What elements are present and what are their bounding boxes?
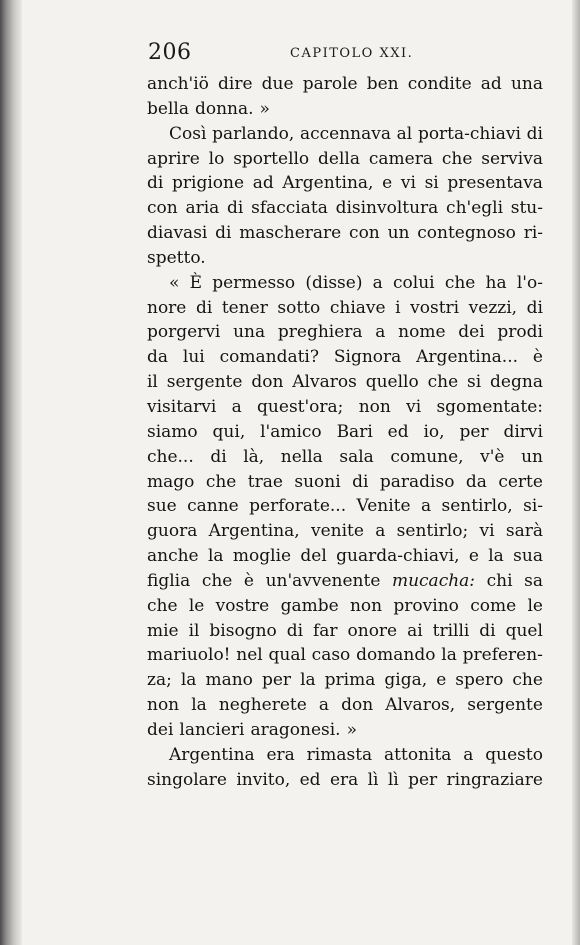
- text-line: [147, 643, 543, 668]
- word: bella: [147, 98, 189, 119]
- binding-gutter: [0, 0, 22, 945]
- word: ri-: [523, 223, 543, 244]
- word: da: [147, 347, 169, 368]
- text-line: [147, 619, 543, 644]
- word: ch'egli: [446, 198, 504, 219]
- word: preghiera: [277, 322, 363, 343]
- word: un'avvenente: [265, 570, 381, 591]
- word: con: [147, 198, 178, 219]
- text-line: [147, 693, 543, 718]
- word: qual: [268, 645, 306, 666]
- word: che: [201, 570, 233, 591]
- word: aprire: [147, 148, 200, 169]
- word: dei: [458, 322, 485, 343]
- word: per: [261, 670, 292, 691]
- word: invito,: [236, 769, 291, 790]
- word: lì: [367, 769, 379, 790]
- word: gambe: [280, 595, 339, 616]
- word: di: [227, 198, 244, 219]
- word: porta-chiavi: [417, 123, 521, 144]
- word: le: [527, 595, 543, 616]
- word: mago: [147, 471, 195, 492]
- text-line: [147, 569, 543, 594]
- word: là,: [243, 446, 265, 467]
- word: perforate...: [249, 496, 347, 517]
- text-line: [147, 445, 543, 470]
- word: «: [169, 272, 180, 293]
- word: domando: [356, 645, 436, 666]
- word: Argentina: [169, 744, 255, 765]
- word: Alvaros: [292, 372, 357, 393]
- word: presentava: [447, 173, 543, 194]
- word: di: [479, 620, 496, 641]
- word: don: [251, 372, 284, 393]
- word: ad: [252, 173, 274, 194]
- word: È: [189, 272, 203, 293]
- word: singolare: [147, 769, 227, 790]
- word: qui,: [212, 421, 246, 442]
- word: sergente: [166, 372, 243, 393]
- text-line: [147, 743, 543, 768]
- word: ai: [407, 620, 423, 641]
- word: sarà: [505, 521, 543, 542]
- running-title: CAPITOLO XXI.: [290, 46, 414, 61]
- word: la: [191, 695, 207, 716]
- word: quello: [365, 372, 419, 393]
- word: Venite: [356, 496, 411, 517]
- page-number: 206: [148, 40, 192, 65]
- word: dei: [147, 719, 174, 740]
- word: quel: [505, 620, 543, 641]
- word: per: [408, 769, 438, 790]
- word: colui: [393, 272, 435, 293]
- word: a: [231, 396, 242, 417]
- word: a: [420, 496, 432, 517]
- word: chi: [486, 570, 513, 591]
- word: a: [318, 695, 330, 716]
- word: sentirlo;: [396, 521, 469, 542]
- word: v'è: [480, 446, 505, 467]
- word: comune,: [390, 446, 464, 467]
- word: aria: [185, 198, 220, 219]
- word: mano: [205, 670, 253, 691]
- word: »: [259, 98, 270, 119]
- text-line: [147, 470, 543, 495]
- word: dirvi: [503, 421, 543, 442]
- word: l'o-: [516, 272, 543, 293]
- word: di: [526, 297, 543, 318]
- word: trae: [247, 471, 283, 492]
- word: spetto.: [147, 247, 206, 268]
- word: ed: [387, 421, 409, 442]
- word: di: [215, 223, 232, 244]
- word: sotto: [277, 297, 321, 318]
- word: vi: [400, 173, 416, 194]
- word: porgervi: [147, 322, 221, 343]
- word: non: [349, 595, 383, 616]
- word: a: [372, 272, 383, 293]
- word: tener: [221, 297, 268, 318]
- word: che...: [147, 446, 194, 467]
- word: e: [468, 546, 479, 567]
- word: permesso: [212, 272, 296, 293]
- word: nome: [398, 322, 446, 343]
- word: di: [286, 620, 304, 641]
- word: accennava: [299, 123, 391, 144]
- word: sergente: [467, 695, 543, 716]
- text-line: [147, 246, 543, 271]
- word: che: [444, 272, 476, 293]
- word: era: [329, 769, 359, 790]
- word: il: [147, 372, 158, 393]
- word: negherete: [218, 695, 307, 716]
- word: non: [358, 396, 391, 417]
- body-text: [147, 72, 543, 792]
- word: sue: [147, 496, 177, 517]
- word: il: [188, 620, 200, 641]
- word: la: [488, 546, 504, 567]
- word: sportello: [233, 148, 310, 169]
- word: che: [147, 595, 178, 616]
- word: è: [532, 347, 543, 368]
- word: lì: [387, 769, 399, 790]
- word: non: [147, 695, 180, 716]
- word: vezzi,: [468, 297, 518, 318]
- text-line: [147, 370, 543, 395]
- word: disinvoltura: [335, 198, 439, 219]
- word: prigione: [172, 173, 245, 194]
- word: ben: [366, 74, 399, 94]
- word: come: [470, 595, 517, 616]
- word: sala: [339, 446, 374, 467]
- word: lui: [182, 347, 205, 368]
- word: è: [243, 570, 254, 591]
- word: guarda-chiavi,: [336, 546, 460, 567]
- text-line: [147, 718, 543, 743]
- word: di: [352, 471, 369, 492]
- word: Così: [169, 123, 207, 144]
- word: di: [147, 173, 164, 194]
- word: preferen-: [462, 645, 543, 666]
- word: di: [210, 446, 227, 467]
- word: un: [387, 223, 410, 244]
- text-line: [147, 494, 543, 519]
- text-line: [147, 72, 543, 97]
- word: l'amico: [260, 421, 322, 442]
- word: sentirlo,: [441, 496, 513, 517]
- word: caso: [311, 645, 351, 666]
- word: attonita: [384, 744, 452, 765]
- word: da: [465, 471, 487, 492]
- word: venite: [310, 521, 364, 542]
- word: a: [375, 521, 386, 542]
- text-line: [147, 768, 543, 793]
- word: spero: [455, 670, 504, 691]
- word: a: [463, 744, 474, 765]
- word: ha: [485, 272, 507, 293]
- word: io,: [423, 421, 445, 442]
- word: bisogno: [209, 620, 277, 641]
- word: comandati?: [219, 347, 319, 368]
- word: camera: [368, 148, 433, 169]
- word: condite: [407, 74, 472, 94]
- word: canne: [187, 496, 239, 517]
- word: Bari: [336, 421, 373, 442]
- word: rimasta: [306, 744, 373, 765]
- word: che: [512, 670, 543, 691]
- word: chiave: [329, 297, 386, 318]
- word: parole: [302, 74, 358, 94]
- word: Alvaros,: [385, 695, 456, 716]
- word: a: [375, 322, 386, 343]
- word: Argentina...: [416, 347, 519, 368]
- word: nella: [280, 446, 323, 467]
- word: per: [459, 421, 489, 442]
- word: anch'iö: [147, 74, 209, 94]
- word: figlia: [147, 570, 191, 591]
- word: donna.: [194, 98, 254, 119]
- text-line: [147, 296, 543, 321]
- text-line: [147, 594, 543, 619]
- word: si-: [523, 496, 543, 517]
- word: sfacciata: [251, 198, 328, 219]
- word: far: [313, 620, 338, 641]
- word: onore: [347, 620, 398, 641]
- word: e: [436, 670, 447, 691]
- page-header: [148, 40, 548, 70]
- word: trilli: [432, 620, 470, 641]
- word: la: [180, 670, 197, 691]
- word: e: [382, 173, 393, 194]
- word: una: [510, 74, 543, 94]
- word: mariuolo!: [147, 645, 231, 666]
- word: che: [205, 471, 237, 492]
- word: questo: [485, 744, 543, 765]
- word: la: [207, 546, 224, 567]
- word: che: [441, 148, 473, 169]
- word: di: [195, 297, 213, 318]
- word: i: [395, 297, 401, 318]
- word: nel: [236, 645, 263, 666]
- word: mascherare: [239, 223, 342, 244]
- word: stu-: [510, 198, 543, 219]
- word: un: [521, 446, 543, 467]
- word: si: [424, 173, 439, 194]
- word: »: [346, 719, 357, 740]
- text-line: [147, 420, 543, 445]
- text-line: [147, 147, 543, 172]
- word: ad: [480, 74, 502, 94]
- word: lancieri: [179, 719, 245, 740]
- word: prima: [324, 670, 376, 691]
- word: sgomentate:: [436, 396, 543, 417]
- word: al: [396, 123, 413, 144]
- word: vostri: [410, 297, 460, 318]
- word: vi: [479, 521, 495, 542]
- word: degna: [490, 372, 543, 393]
- word: paradiso: [379, 471, 455, 492]
- text-line: [147, 171, 543, 196]
- word: ed: [299, 769, 321, 790]
- word: quest'ora;: [257, 396, 344, 417]
- text-line: [147, 544, 543, 569]
- word: ringraziare: [446, 769, 543, 790]
- word: prodi: [497, 322, 543, 343]
- word: del: [300, 546, 327, 567]
- word: serviva: [481, 148, 543, 169]
- word: contegnoso: [417, 223, 516, 244]
- word: diavasi: [147, 223, 208, 244]
- word: la: [300, 670, 316, 691]
- word: Argentina,: [282, 173, 374, 194]
- word: sa: [524, 570, 543, 591]
- word: certe: [498, 471, 543, 492]
- text-line: [147, 345, 543, 370]
- text-line: [147, 221, 543, 246]
- word: vostre: [215, 595, 270, 616]
- word: za;: [147, 670, 172, 691]
- word: moglie: [232, 546, 292, 567]
- word: mie: [147, 620, 179, 641]
- word: con: [349, 223, 380, 244]
- text-line: [147, 395, 543, 420]
- word: sua: [513, 546, 543, 567]
- word: Argentina,: [208, 521, 300, 542]
- text-line: [147, 122, 543, 147]
- page-edge: [572, 0, 580, 945]
- word: Signora: [333, 347, 402, 368]
- word: nore: [147, 297, 187, 318]
- word: provino: [393, 595, 459, 616]
- word: (disse): [305, 272, 363, 293]
- word: una: [233, 322, 266, 343]
- word: parlando,: [212, 123, 295, 144]
- text-line: [147, 271, 543, 296]
- word: don: [341, 695, 374, 716]
- word: visitarvi: [147, 396, 217, 417]
- word: si: [467, 372, 482, 393]
- word: le: [188, 595, 205, 616]
- text-line: [147, 320, 543, 345]
- word: guora: [147, 521, 198, 542]
- word: due: [261, 74, 294, 94]
- word: aragonesi.: [250, 719, 341, 740]
- word: di: [526, 123, 543, 144]
- word: la: [441, 645, 457, 666]
- word: era: [266, 744, 295, 765]
- word: dire: [218, 74, 253, 94]
- word: siamo: [147, 421, 198, 442]
- word: giga,: [384, 670, 428, 691]
- text-line: [147, 97, 543, 122]
- word: della: [318, 148, 360, 169]
- word: che: [427, 372, 459, 393]
- word: lo: [208, 148, 225, 169]
- word: suoni: [294, 471, 341, 492]
- text-line: [147, 519, 543, 544]
- text-line: [147, 668, 543, 693]
- word: anche: [147, 546, 199, 567]
- word: vi: [406, 396, 422, 417]
- word: mucacha:: [391, 570, 476, 591]
- text-line: [147, 196, 543, 221]
